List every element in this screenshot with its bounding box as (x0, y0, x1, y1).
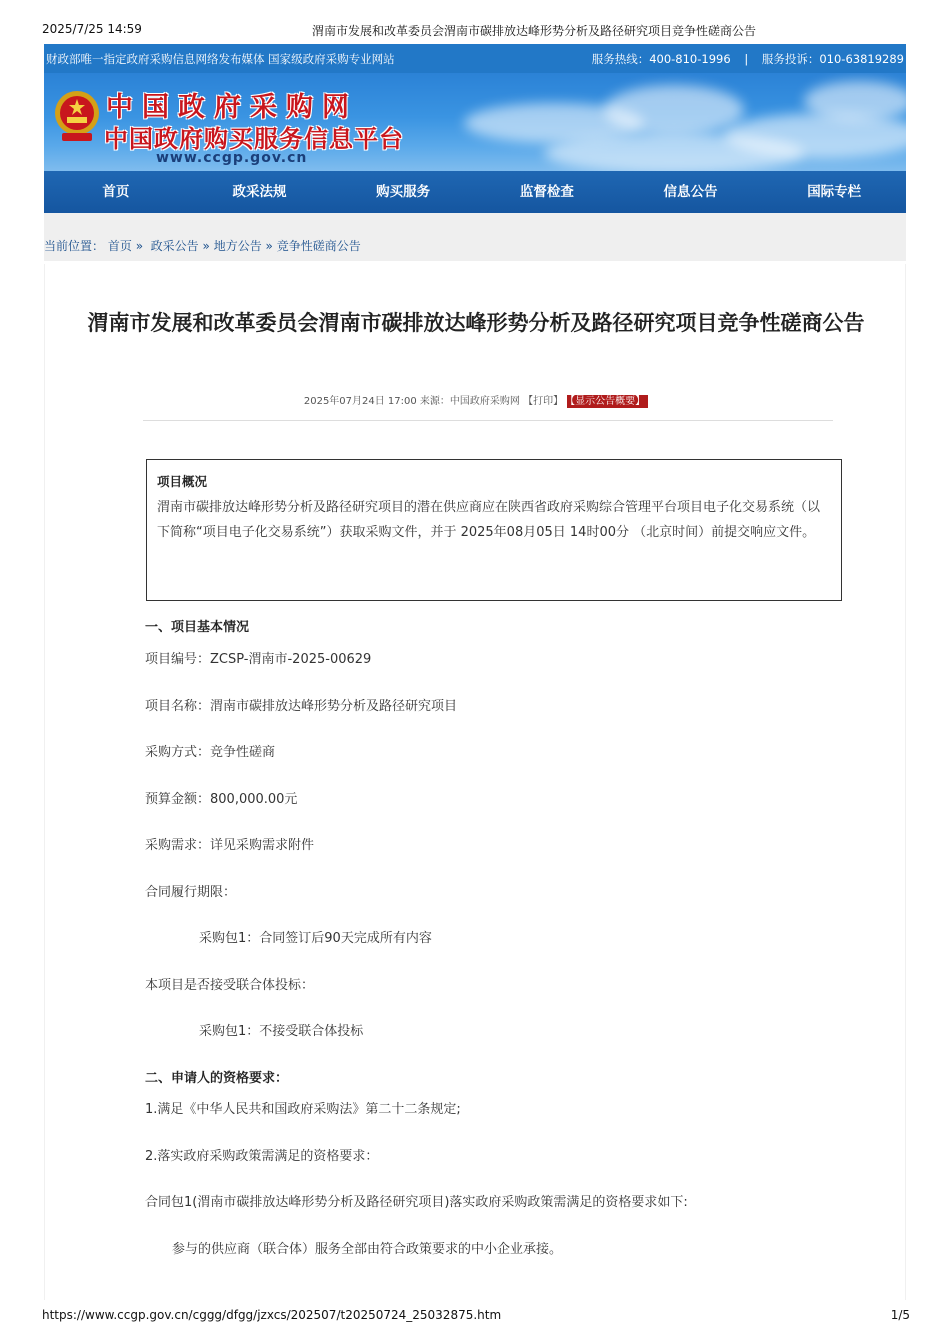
article-content (44, 264, 906, 1300)
requirement-package: 合同包1(渭南市碳排放达峰形势分析及路径研究项目)落实政府采购政策需满足的资格要求如下: (145, 1195, 688, 1210)
breadcrumb-link-local[interactable]: 地方公告 (213, 239, 262, 253)
service-complaint: 服务投诉：010-63819289 (761, 52, 904, 66)
project-name: 项目名称：渭南市碳排放达峰形势分析及路径研究项目 (145, 699, 458, 714)
contract-period-label: 合同履行期限： (145, 885, 237, 900)
article-title: 渭南市发展和改革委员会渭南市碳排放达峰形势分析及路径研究项目竞争性磋商公告 (87, 311, 865, 335)
overview-heading: 项目概况 (157, 474, 208, 489)
consortium-package: 采购包1：不接受联合体投标 (199, 1024, 364, 1039)
logo-title-secondary: 中国政府购买服务信息平台 (104, 125, 404, 153)
nav-item-international[interactable]: 国际专栏 (807, 184, 862, 200)
breadcrumb-link-current[interactable]: 竞争性磋商公告 (276, 239, 361, 253)
breadcrumb-link-home[interactable]: 首页 (107, 239, 132, 253)
logo-title-primary: 中国政府采购网 (106, 92, 358, 123)
national-emblem-icon (52, 87, 102, 145)
print-page-number: 1/5 (890, 1308, 910, 1322)
project-overview-box (146, 459, 842, 601)
print-page-title: 渭南市发展和改革委员会渭南市碳排放达峰形势分析及路径研究项目竞争性磋商公告 (312, 24, 757, 38)
contract-period-package: 采购包1：合同签订后90天完成所有内容 (199, 931, 432, 946)
print-url: https://www.ccgp.gov.cn/cggg/dfgg/jzxcs/202507/t20250724_25032875.htm (42, 1308, 502, 1322)
nav-item-purchase-services[interactable]: 购买服务 (376, 184, 431, 200)
section1-heading: 一、项目基本情况 (145, 620, 250, 635)
consortium-label: 本项目是否接受联合体投标： (145, 978, 315, 993)
breadcrumb-separator: » (135, 239, 144, 253)
service-contacts (592, 51, 904, 67)
article-meta-text: 2025年07月24日 17:00 来源：中国政府采购网 【打印】 (303, 396, 564, 407)
breadcrumb-separator: » (265, 239, 273, 253)
show-summary-button[interactable]: 【显示公告概要】 (567, 395, 648, 408)
budget-amount: 预算金额：800,000.00元 (145, 792, 298, 807)
meta-divider (143, 420, 833, 421)
section2-heading: 二、申请人的资格要求： (145, 1071, 289, 1086)
procurement-requirement: 采购需求：详见采购需求附件 (145, 838, 315, 853)
site-banner (44, 73, 906, 171)
article-meta (45, 392, 907, 407)
requirement-2: 2.落实政府采购政策需满足的资格要求： (145, 1149, 379, 1164)
requirement-package-detail: 参与的供应商（联合体）服务全部由符合政策要求的中小企业承接。 (172, 1242, 563, 1257)
procurement-method: 采购方式：竞争性磋商 (145, 745, 276, 760)
site-header (44, 44, 906, 261)
main-nav (44, 171, 906, 213)
nav-item-supervision[interactable]: 监督检查 (519, 184, 574, 200)
top-info-bar (44, 44, 906, 73)
breadcrumb-link-announcements[interactable]: 政采公告 (150, 239, 199, 253)
print-datetime: 2025/7/25 14:59 (42, 22, 142, 36)
breadcrumb-separator: » (202, 239, 210, 253)
service-hotline: 服务热线：400-810-1996 (591, 52, 731, 66)
breadcrumb (44, 213, 906, 261)
overview-text: 渭南市碳排放达峰形势分析及路径研究项目的潜在供应商应在陕西省政府采购综合管理平台项目电子化交易系统（以下简称“项目电子化交易系统”）获取采购文件，并于 2025年08月05日 14时00分 （北京时间）前提交响应文件。 (157, 500, 821, 540)
contact-separator: | (744, 52, 749, 66)
print-header (42, 22, 910, 40)
site-slogan: 财政部唯一指定政府采购信息网络发布媒体 国家级政府采购专业网站 (46, 52, 395, 66)
nav-item-announcements[interactable]: 信息公告 (663, 184, 718, 200)
nav-item-home[interactable]: 首页 (102, 184, 130, 200)
requirement-1: 1.满足《中华人民共和国政府采购法》第二十二条规定; (145, 1102, 461, 1117)
nav-item-regulations[interactable]: 政采法规 (232, 184, 287, 200)
breadcrumb-prefix: 当前位置： (44, 239, 105, 253)
project-number: 项目编号：ZCSP-渭南市-2025-00629 (145, 652, 372, 667)
logo-url: www.ccgp.gov.cn (156, 150, 308, 166)
